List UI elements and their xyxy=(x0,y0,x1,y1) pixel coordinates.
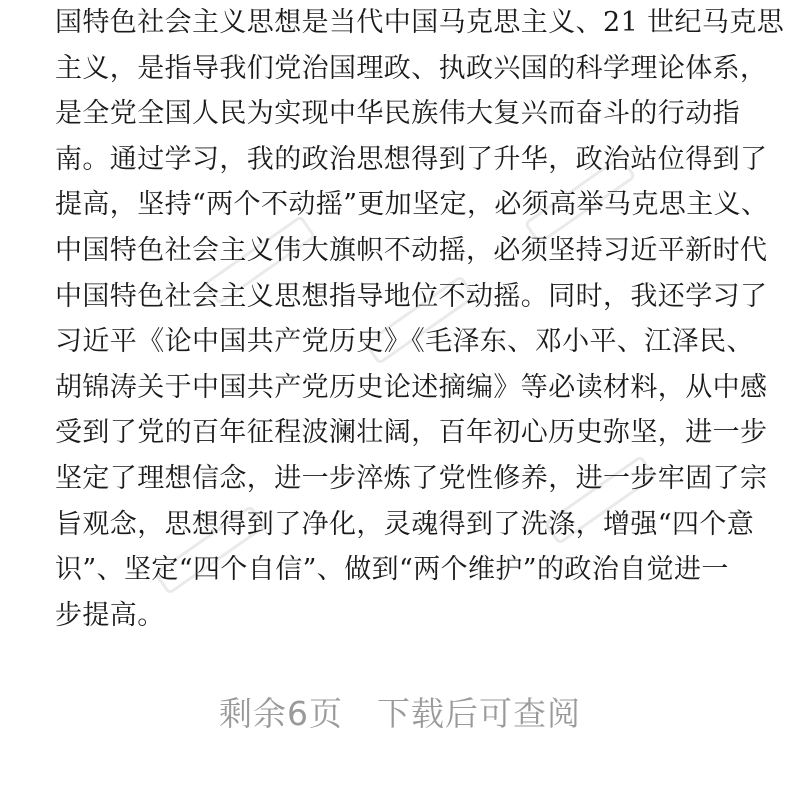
text-line: 步提高。 xyxy=(55,599,165,631)
text-line: 习近平《论中国共产党历史》《毛泽东、邓小平、江泽民、 xyxy=(55,326,754,358)
text-line: 南。通过学习，我的政治思想得到了升华，政治站位得到了 xyxy=(55,143,768,175)
text-line: 中国特色社会主义伟大旗帜不动摇，必须坚持习近平新时代 xyxy=(55,234,768,266)
download-prompt[interactable] xyxy=(0,688,800,735)
text-line: 受到了党的百年征程波澜壮阔，百年初心历史弥坚，进一步 xyxy=(55,417,768,449)
remaining-pages-label: 剩余6页 xyxy=(219,694,343,733)
text-line: 胡锦涛关于中国共产党历史论述摘编》等必读材料，从中感 xyxy=(55,371,768,403)
download-to-view-label: 下载后可查阅 xyxy=(377,694,581,733)
text-line: 坚定了理想信念，进一步淬炼了党性修养，进一步牢固了宗 xyxy=(55,462,768,494)
text-line: 主义，是指导我们党治国理政、执政兴国的科学理论体系， xyxy=(55,52,768,84)
text-line: 国特色社会主义思想是当代中国马克思主义、21 世纪马克思 xyxy=(55,7,785,38)
text-line: 中国特色社会主义思想指导地位不动摇。同时，我还学习了 xyxy=(55,280,768,312)
text-line: 识”、坚定“四个自信”、做到“两个维护”的政治自觉进一 xyxy=(55,554,729,586)
text-line: 旨观念，思想得到了净化，灵魂得到了洗涤，增强“四个意 xyxy=(55,508,755,540)
document-body xyxy=(55,0,785,638)
text-line: 是全党全国人民为实现中华民族伟大复兴而奋斗的行动指 xyxy=(55,98,740,130)
text-line: 提高，坚持“两个不动摇”更加坚定，必须高举马克思主义、 xyxy=(55,189,769,221)
